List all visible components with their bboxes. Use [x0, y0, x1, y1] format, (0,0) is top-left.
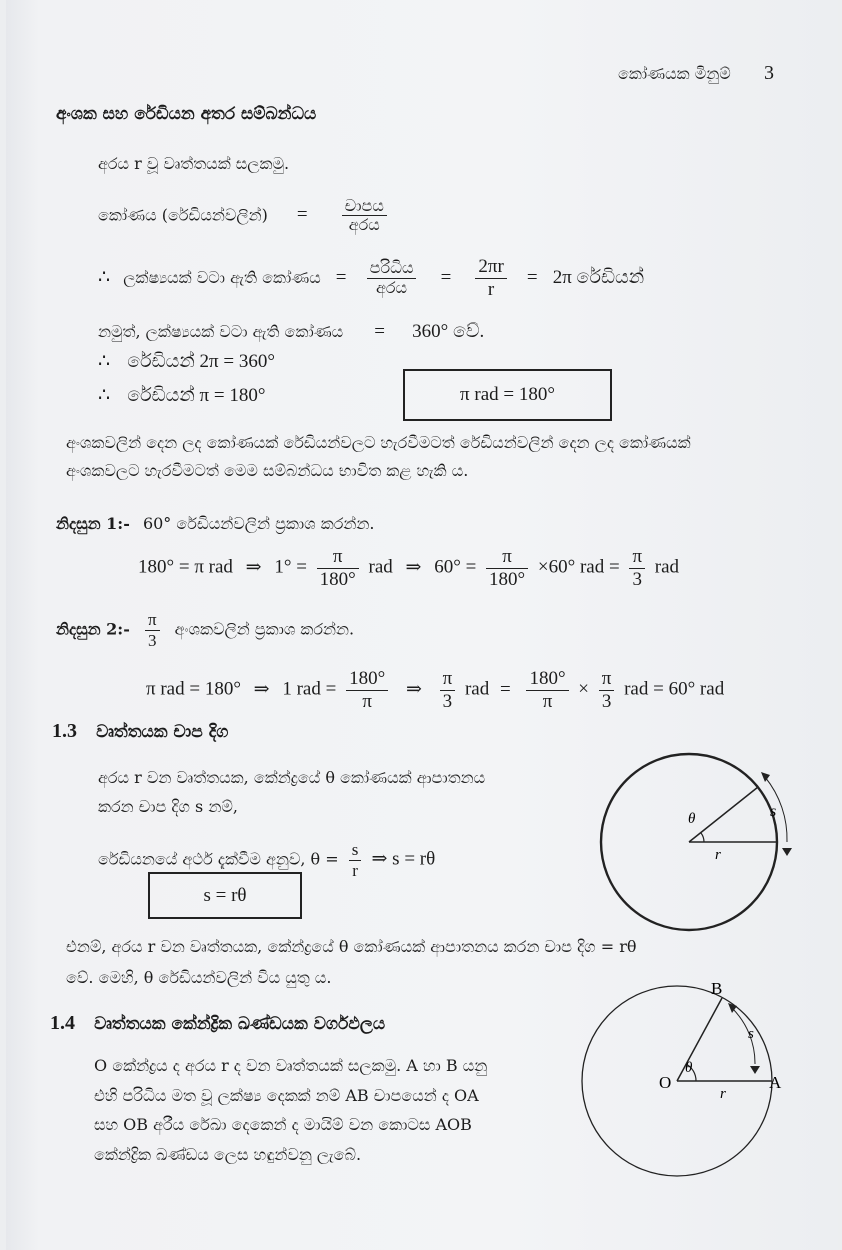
arc-length-derivation: රේඩියනයේ අර්ථ දැක්වීම අනුව, θ = $\frac{s}{r}$ ⇒ s = rθ [98, 840, 436, 880]
arrowhead [761, 772, 770, 782]
explanation-line-2: අංශකවලට හැරවීමටත් මෙම සම්බන්ධය භාවිත කළ හැකි ය. [66, 461, 469, 480]
consider-circle-line: අරය r වූ වෘත්තයක් සලකමු. [98, 154, 290, 173]
arc-length-statement-2: වේ. මෙහි, θ රේඩියන්වලින් විය යුතු ය. [66, 968, 332, 987]
sector-line-1: O කේන්ද්‍රය ද අරය r ද වන වෘත්තයක් සලකමු. A හා B යනු [94, 1056, 488, 1075]
angle-radians-definition: කෝණය (රේඩියන්වලින්) = $\frac{\text{චාපය}}{\text{අරය}}$ [98, 197, 392, 235]
radius-OB [677, 998, 722, 1081]
textbook-page [6, 0, 838, 1250]
arc-length-line-2: කරන චාප දිග s නම්, [98, 797, 238, 816]
section-heading-relation: අංශක සහ රේඩියන අතර සම්බන්ධය [56, 104, 317, 124]
arc-label-s: s [748, 1026, 754, 1042]
angle-label-theta: θ [688, 811, 696, 827]
two-pi-radians: 2π රේඩියන් [552, 266, 645, 288]
example-1-label: නිදසුන 1:- [56, 514, 130, 533]
radian-2pi-line: ∴ රේඩියන් 2π = 360° [98, 351, 275, 372]
sector-figure [572, 976, 812, 1186]
explanation-line-1: අංශකවලින් දෙන ලද කෝණයක් රේඩියන්වලට හැරවීමටත් රේඩියන්වලින් දෙන ලද කෝණයක් [66, 433, 691, 452]
arc-length-figure [594, 744, 794, 940]
two-pi-r-over-r-fraction: $\frac{2\pi r}{r}$ [475, 256, 506, 301]
page-number: 3 [764, 62, 774, 84]
radius-label-r: r [720, 1086, 726, 1102]
key-relation-box [403, 369, 612, 421]
arc-label-s: s [770, 803, 777, 820]
full-angle-equation: ∴ ලක්ෂ්‍යයක් වටා ඇති කෝණය = $\frac{\text{පරිධිය}}{\text{අරය}}$ = $\frac{2\pi r}{r}$ = 2π රේඩියන් [98, 256, 645, 300]
radius-line [689, 787, 758, 842]
sector-line-4: කේන්ද්‍රික ඛණ්ඩය ලෙස හඳුන්වනු ලැබේ. [94, 1145, 362, 1164]
example-2-label: නිදසුන 2:- [56, 619, 130, 639]
section-1-4-heading: 1.4 වෘත්තයක කේන්ද්‍රික ඛණ්ඩයක වර්ගඵලය [50, 1012, 386, 1034]
circumference-over-radius-fraction: $\frac{\text{පරිධිය}}{\text{අරය}}$ [367, 259, 417, 297]
arc-length-formula: s = rθ [203, 885, 247, 906]
section-number: 1.3 [52, 720, 77, 742]
radian-pi-line: ∴ රේඩියන් π = 180° [98, 385, 266, 406]
radius-label-r: r [715, 847, 721, 863]
angle-label-theta: θ [685, 1060, 693, 1076]
arrowhead [782, 848, 792, 856]
angle-arc [701, 833, 704, 842]
example-1-working: 180° = π rad ⇒ 1° = $\frac{\pi}{180^\circ}$ rad ⇒ 60° = $\frac{\pi}{180^\circ}$ ×60° rad = $\frac{\pi}{3}$ rad [138, 546, 680, 590]
section-number: 1.4 [50, 1012, 75, 1034]
sector-line-3: සහ OB අරීය රේඛා දෙකෙන් ද මායිම් වන කොටස AOB [94, 1115, 472, 1134]
angle-label: කෝණය (රේඩියන්වලින්) [98, 205, 268, 225]
center-O-label: O [659, 1073, 672, 1092]
point-B-label: B [711, 979, 723, 998]
example-2-task: අංශකවලින් ප්‍රකාශ කරන්න. [174, 619, 355, 639]
sector-line-2: එහි පරිධිය මත වූ ලක්ෂ්‍ය දෙකක් නම් AB චාපයෙන් ද OA [94, 1086, 479, 1105]
full-angle-360-line: නමුත්, ලක්ෂ්‍යයක් වටා ඇති කෝණය = 360° වේ. [98, 321, 485, 342]
example-1-heading [56, 514, 374, 534]
full-angle-label: ලක්ෂ්‍යයක් වටා ඇති කෝණය [123, 267, 321, 287]
example-2-working: π rad = 180° ⇒ 1 rad = $\frac{180^\circ}{\pi}$ ⇒ $\frac{\pi}{3}$ rad = $\frac{180^\circ}{\pi}$ × $\frac{\pi}{3}$ rad = 60° rad [146, 668, 725, 712]
arc-length-box [148, 872, 302, 919]
running-header-title: කෝණයක මිනුම් [618, 64, 731, 83]
arrowhead [750, 1066, 760, 1074]
section-1-3-heading: 1.3 වෘත්තයක චාප දිග [52, 720, 229, 742]
arc-over-radius-fraction: $\frac{\text{චාපය}}{\text{අරය}}$ [342, 197, 387, 235]
example-2-heading: නිදසුන 2:- $\frac{\pi}{3}$ අංශකවලින් ප්‍රකාශ කරන්න. [56, 610, 355, 650]
key-relation: π rad = 180° [460, 384, 555, 405]
example-1-task: 60° රේඩියන්වලින් ප්‍රකාශ කරන්න. [142, 514, 375, 533]
arc-length-line-1: අරය r වන වෘත්තයක, කේන්ද්‍රයේ θ කෝණයක් ආපාතනය [98, 768, 486, 787]
point-A-label: A [769, 1073, 782, 1092]
arc-length-statement-1: එනම්, අරය r වන වෘත්තයක, කේන්ද්‍රයේ θ කෝණයක් ආපාතනය කරන චාප දිග = rθ [66, 937, 637, 956]
